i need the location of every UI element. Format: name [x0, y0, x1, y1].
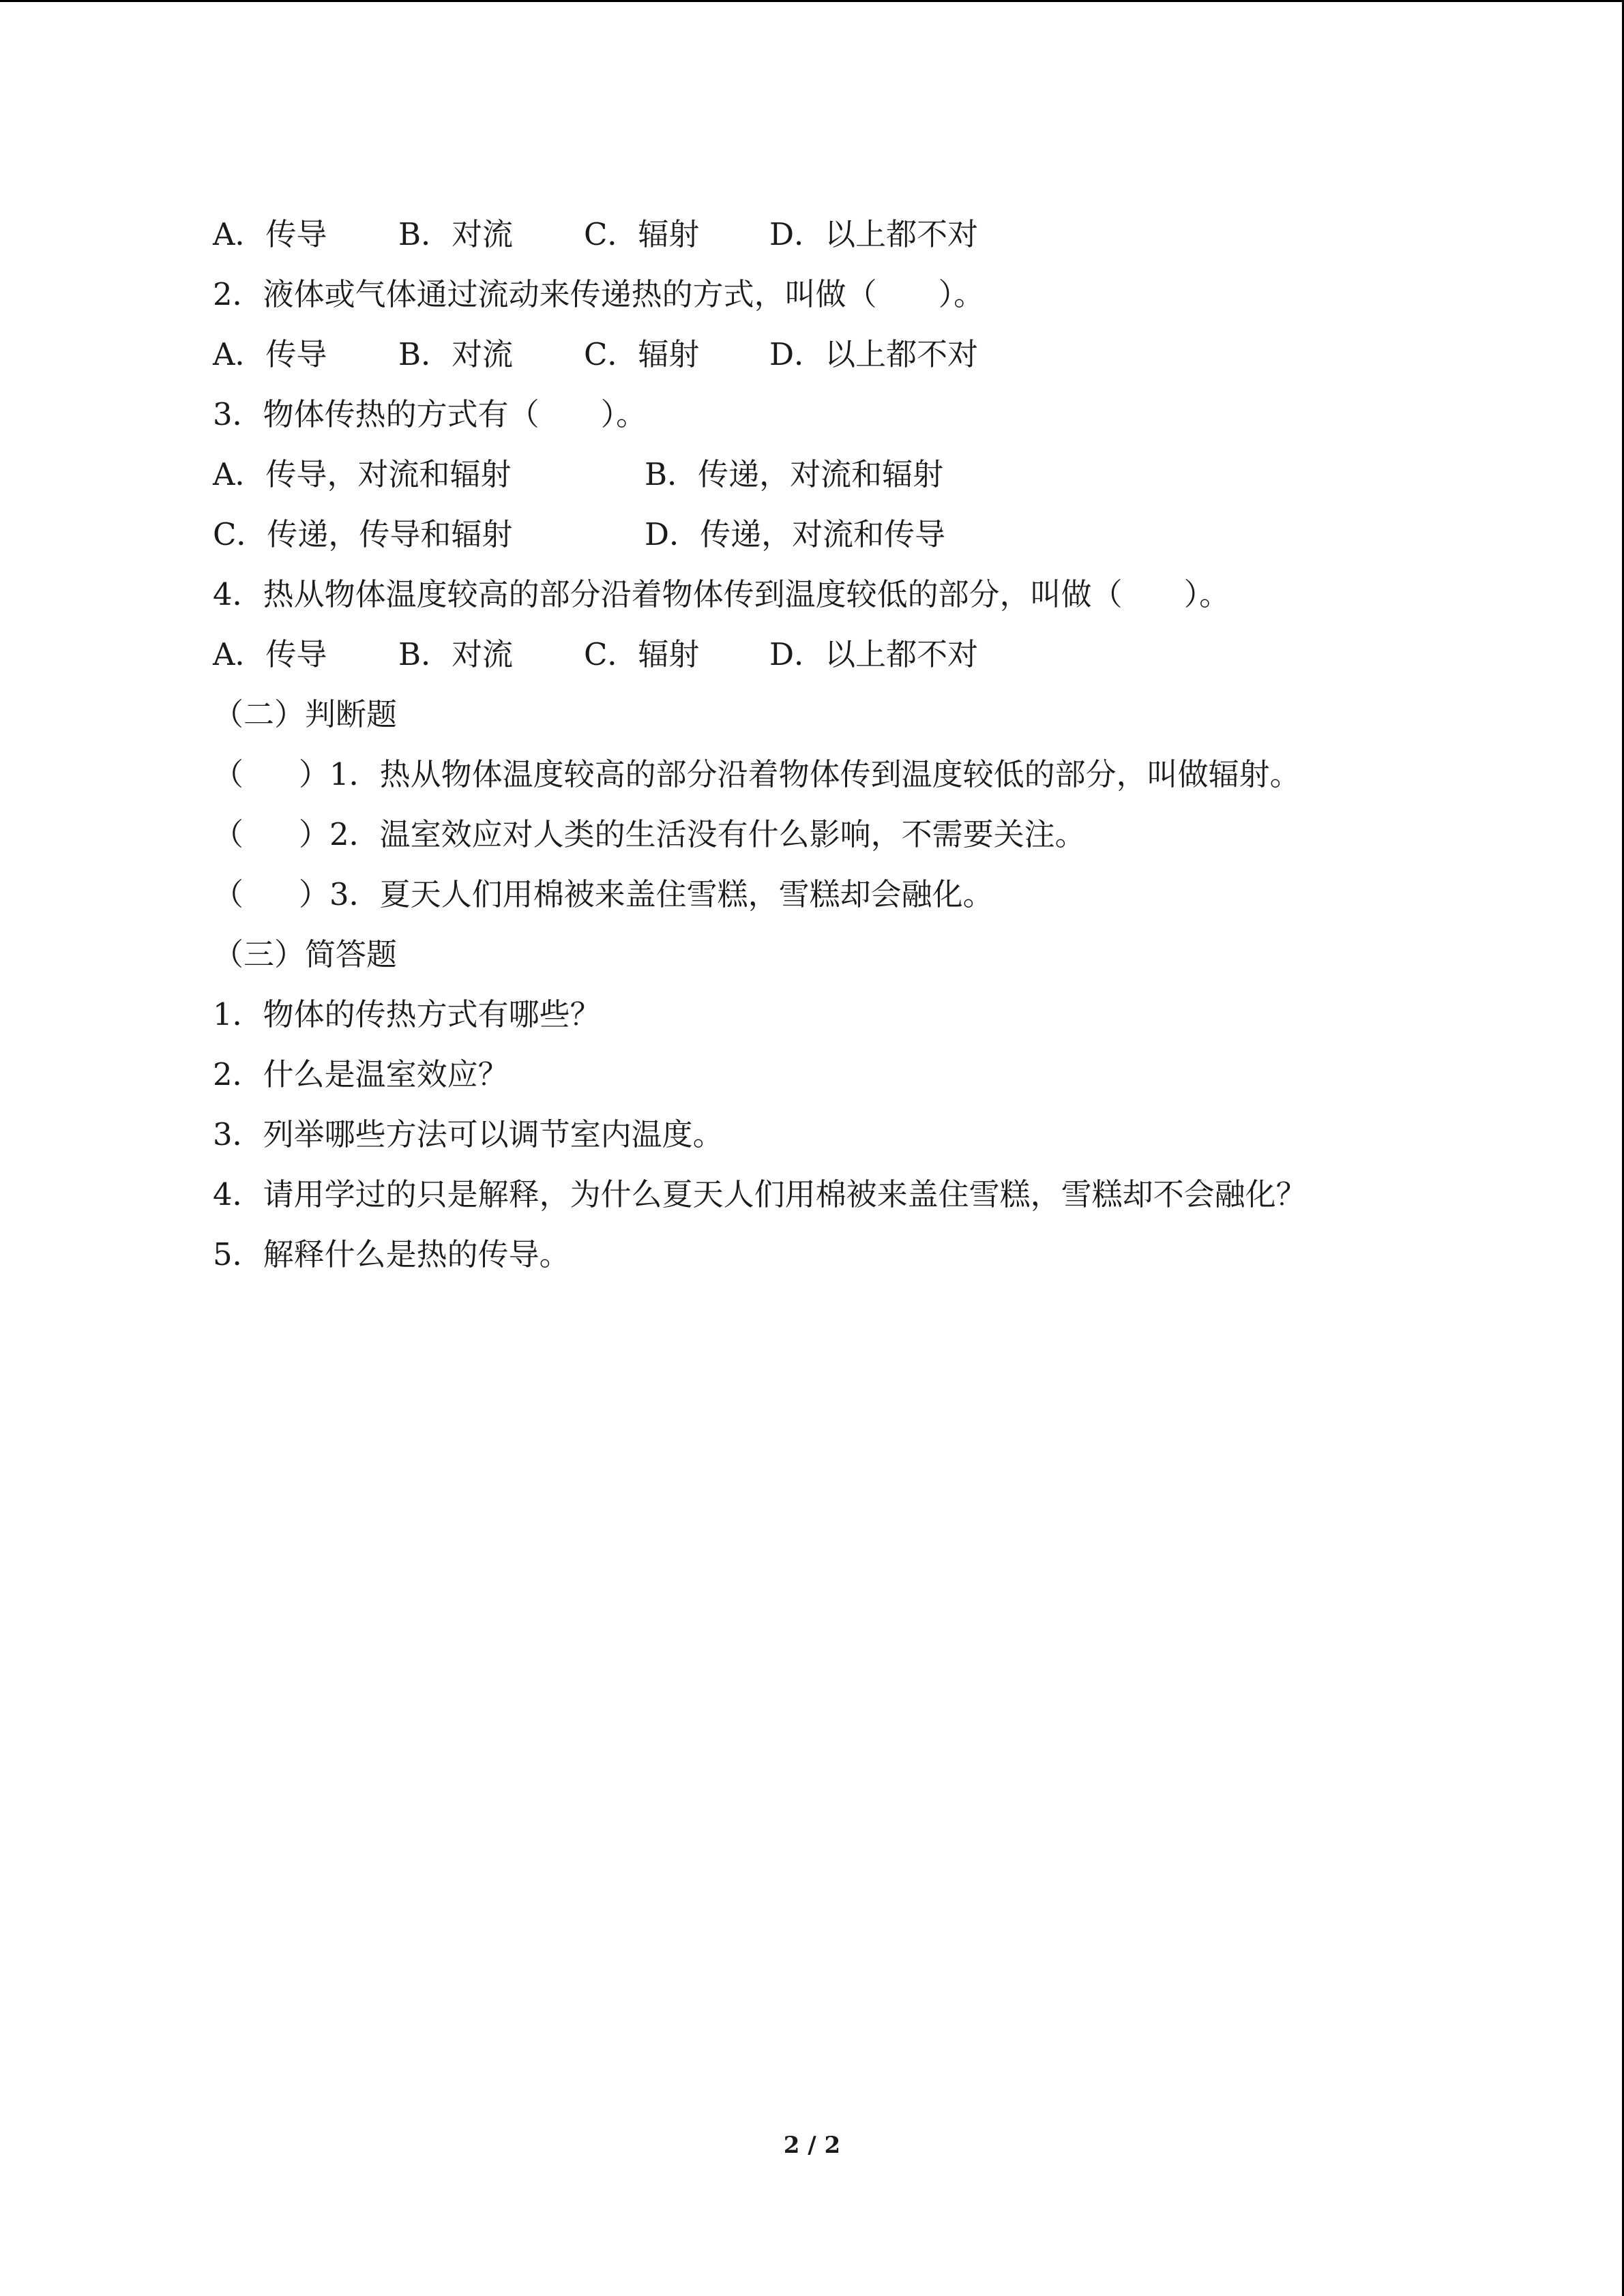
q3-option-d: D．传递，对流和传导 — [645, 516, 946, 552]
short-answer-2: 2．什么是温室效应？ — [213, 1056, 509, 1092]
judgement-item-1 — [213, 751, 1481, 811]
short-answer-1: 1．物体的传热方式有哪些？ — [213, 996, 601, 1032]
worksheet-body — [213, 211, 1481, 1292]
q4-stem: 4．热从物体温度较高的部分沿着物体传到温度较低的部分，叫做（ ）。 — [213, 576, 1230, 612]
judgement-text: ）2．温室效应对人类的生活没有什么影响，不需要关注。 — [299, 816, 1086, 852]
q3-option-b: B．传递，对流和辐射 — [645, 456, 944, 492]
q3-option-c: C．传递，传导和辐射 — [213, 516, 513, 552]
section2-heading: （二）判断题 — [213, 696, 398, 732]
q1-option-d: D．以上都不对 — [769, 216, 979, 252]
answer-paren-open: （ — [213, 816, 244, 852]
q2-option-a: A．传导 — [213, 336, 327, 372]
q1-option-a: A．传导 — [213, 216, 327, 252]
q2-options — [213, 331, 1481, 391]
q2-stem: 2．液体或气体通过流动来传递热的方式，叫做（ ）。 — [213, 276, 985, 312]
q4-option-c: C．辐射 — [584, 636, 700, 672]
q2-option-b: B．对流 — [398, 336, 514, 372]
q2-option-d: D．以上都不对 — [769, 336, 979, 372]
answer-paren-open: （ — [213, 756, 244, 792]
q4-options — [213, 631, 1481, 691]
short-answer-4: 4．请用学过的只是解释，为什么夏天人们用棉被来盖住雪糕，雪糕却不会融化？ — [213, 1176, 1307, 1212]
short-answer-5: 5．解释什么是热的传导。 — [213, 1236, 570, 1272]
short-answer-3: 3．列举哪些方法可以调节室内温度。 — [213, 1116, 724, 1152]
top-border — [0, 0, 1624, 2]
judgement-text: ）1．热从物体温度较高的部分沿着物体传到温度较低的部分，叫做辐射。 — [299, 756, 1301, 792]
q3-stem: 3．物体传热的方式有（ ）。 — [213, 396, 647, 432]
q4-option-a: A．传导 — [213, 636, 327, 672]
judgement-item-3 — [213, 871, 1481, 931]
judgement-item-2 — [213, 811, 1481, 871]
page-number: 2 / 2 — [783, 2132, 841, 2159]
judgement-text: ）3．夏天人们用棉被来盖住雪糕，雪糕却会融化。 — [299, 876, 994, 912]
answer-paren-open: （ — [213, 876, 244, 912]
q2-option-c: C．辐射 — [584, 336, 700, 372]
q3-option-a: A．传导，对流和辐射 — [213, 456, 512, 492]
q4-option-d: D．以上都不对 — [769, 636, 979, 672]
q3-options-row1 — [213, 451, 1481, 511]
q4-option-b: B．对流 — [398, 636, 514, 672]
q1-option-b: B．对流 — [398, 216, 514, 252]
section3-heading: （三）简答题 — [213, 936, 398, 972]
q1-options — [213, 211, 1481, 271]
q3-options-row2 — [213, 511, 1481, 571]
q1-option-c: C．辐射 — [584, 216, 700, 252]
